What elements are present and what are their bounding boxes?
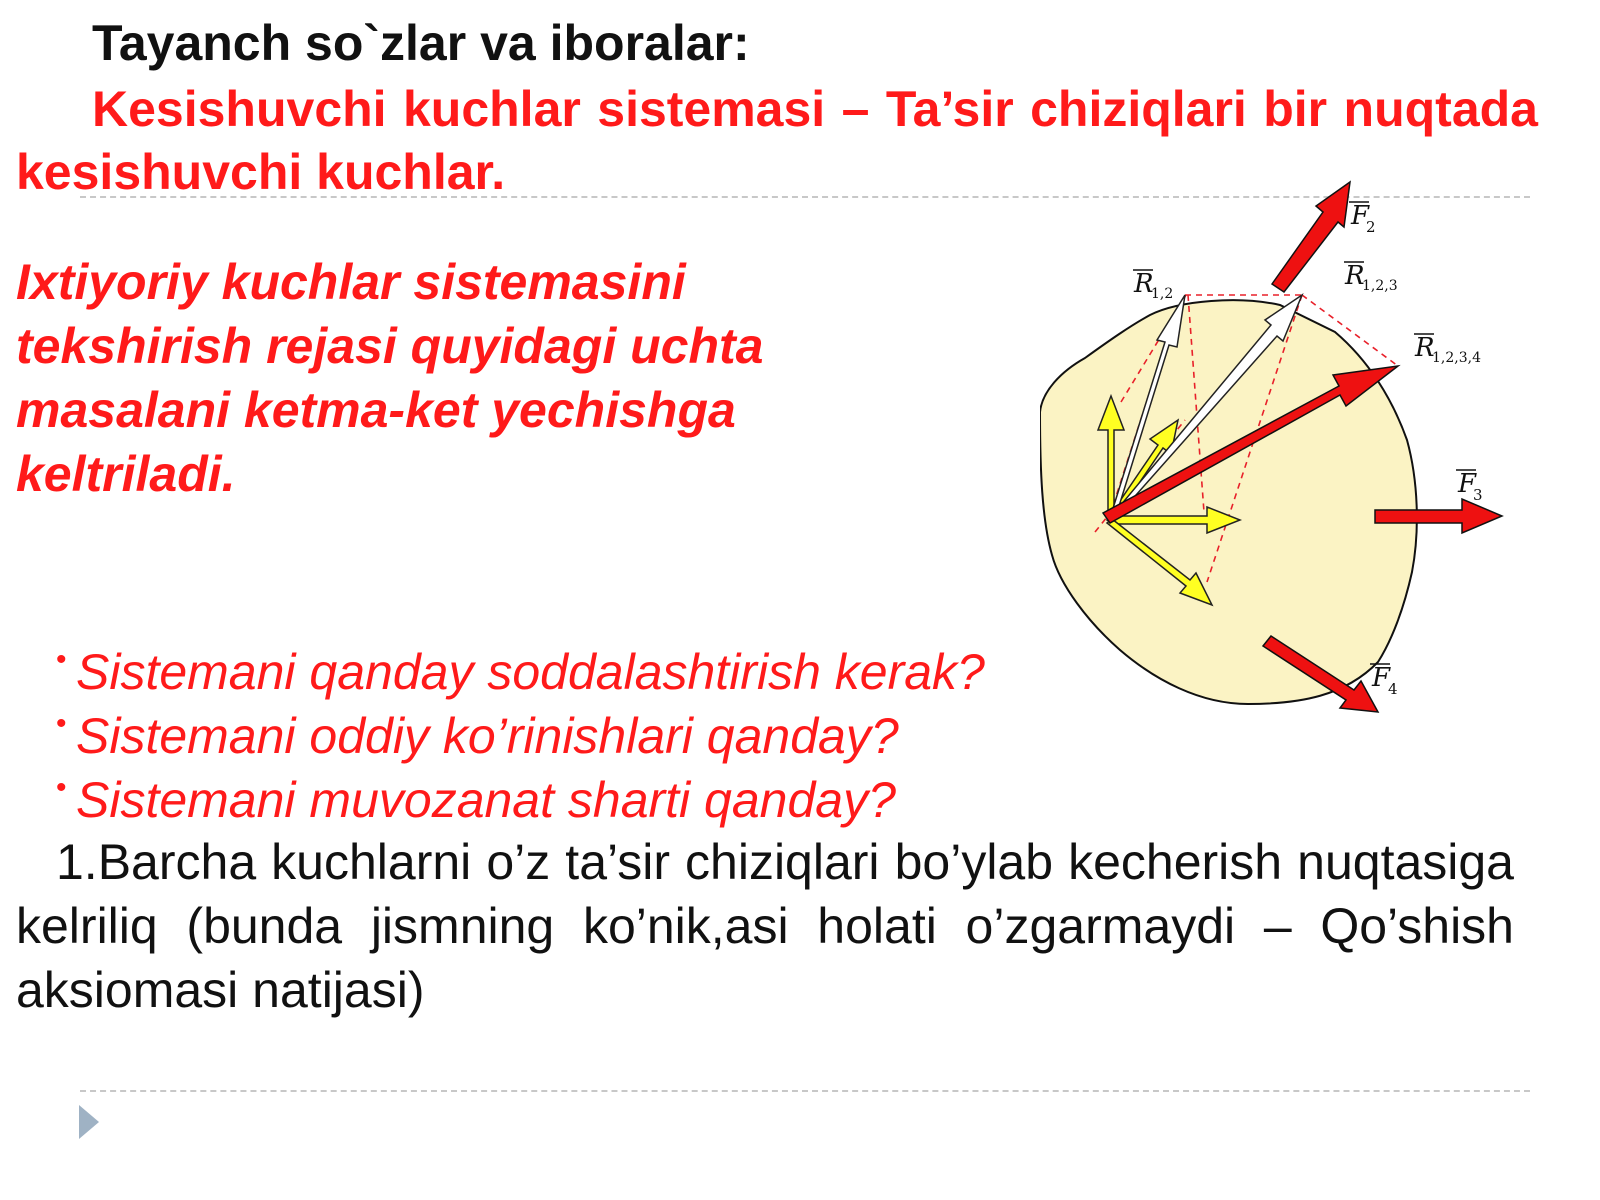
svg-text:1,2,3: 1,2,3	[1362, 278, 1398, 294]
next-slide-arrow-icon[interactable]	[78, 1102, 100, 1142]
svg-text:1,2,3,4: 1,2,3,4	[1432, 350, 1481, 366]
svg-text:1,2: 1,2	[1151, 286, 1174, 302]
slide-heading: Tayanch so`zlar va iboralar:	[92, 15, 750, 71]
label-f4: F	[1372, 663, 1391, 693]
svg-text:2: 2	[1366, 218, 1376, 236]
svg-text:4: 4	[1388, 680, 1398, 698]
step-one-text: 1.Barcha kuchlarni o’z ta’sir chiziqlari bo’ylab kecherish nuqtasiga kelriliq (bunda jismning ko’nik,asi holati o’zgarmaydi – Qo’shish aksiomasi natijasi)	[16, 834, 1514, 1018]
question-list	[56, 640, 985, 832]
bottom-divider	[80, 1090, 1530, 1092]
label-r1234: R	[1415, 333, 1435, 363]
intro-text: Ixtiyoriy kuchlar sistemasini tekshirish rejasi quyidagi uchta masalani ketma-ket yechishga keltriladi.	[16, 254, 764, 502]
list-item: • Sistemani muvozanat sharti qanday?	[56, 771, 896, 828]
label-f2: F	[1351, 201, 1370, 231]
label-r12: R	[1134, 269, 1154, 299]
list-item: • Sistemani oddiy ko’rinishlari qanday?	[56, 707, 899, 764]
label-r123: R	[1345, 261, 1365, 291]
definition-text: Kesishuvchi kuchlar sistemasi – Ta’sir chiziqlari bir nuqtada kesishuvchi kuchlar.	[16, 81, 1538, 200]
force-system-diagram	[1040, 176, 1520, 716]
label-f3: F	[1458, 469, 1477, 499]
list-item: • Sistemani qanday soddalashtirish kerak?	[56, 643, 985, 700]
rigid-body-shape	[1040, 300, 1417, 704]
svg-text:3: 3	[1473, 486, 1483, 504]
